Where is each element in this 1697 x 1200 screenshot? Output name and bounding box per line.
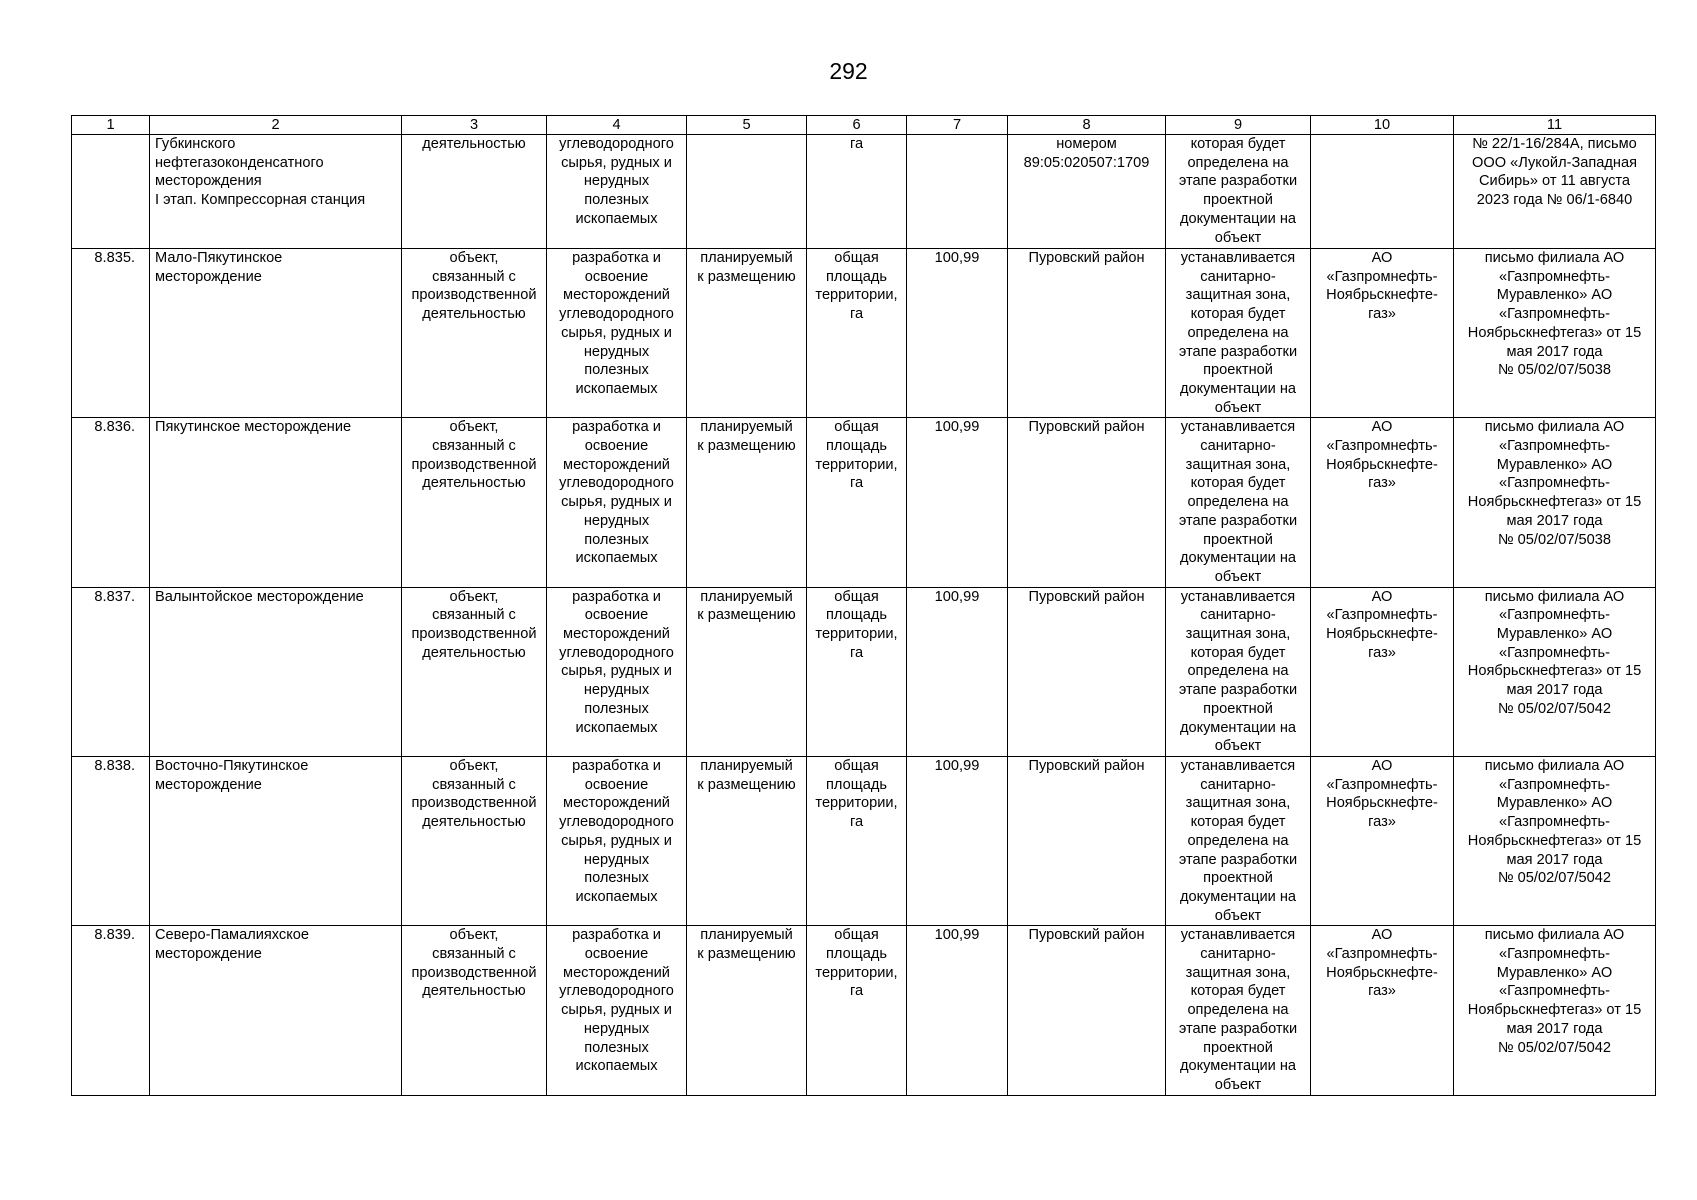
- source-document-cell: письмо филиала АО «Газпромнефть- Муравленко» АО «Газпромнефть- Ноябрьскнефтегаз» от 15 мая 2017 года № 05/02/07/5042: [1454, 756, 1656, 925]
- object-name-cell: Северо-Памалияхское месторождение: [150, 926, 402, 1095]
- characteristic-cell: общая площадь территории, га: [807, 249, 907, 418]
- organization-cell: [1311, 135, 1454, 249]
- protection-zone-cell: устанавливается санитарно- защитная зона, которая будет определена на этапе разработки проектной документации на объект: [1166, 587, 1311, 756]
- purpose-cell: разработка и освоение месторождений углеводородного сырья, рудных и нерудных полезных ископаемых: [547, 249, 687, 418]
- object-type-cell: объект, связанный с производственной деятельностью: [402, 756, 547, 925]
- status-cell: планируемый к размещению: [687, 926, 807, 1095]
- column-header: 3: [402, 116, 547, 135]
- table-row: [72, 926, 1656, 1095]
- row-number-cell: [72, 135, 150, 249]
- value-cell: 100,99: [907, 756, 1008, 925]
- source-document-cell: письмо филиала АО «Газпромнефть- Муравленко» АО «Газпромнефть- Ноябрьскнефтегаз» от 15 мая 2017 года № 05/02/07/5042: [1454, 587, 1656, 756]
- source-document-cell: письмо филиала АО «Газпромнефть- Муравленко» АО «Газпромнефть- Ноябрьскнефтегаз» от 15 мая 2017 года № 05/02/07/5038: [1454, 249, 1656, 418]
- organization-cell: АО «Газпромнефть- Ноябрьскнефте- газ»: [1311, 756, 1454, 925]
- source-document-cell: письмо филиала АО «Газпромнефть- Муравленко» АО «Газпромнефть- Ноябрьскнефтегаз» от 15 мая 2017 года № 05/02/07/5042: [1454, 926, 1656, 1095]
- page-number: 292: [829, 58, 868, 84]
- source-document-cell: № 22/1-16/284А, письмо ООО «Лукойл-Западная Сибирь» от 11 августа 2023 года № 06/1-6840: [1454, 135, 1656, 249]
- object-type-cell: объект, связанный с производственной деятельностью: [402, 926, 547, 1095]
- table-row: [72, 756, 1656, 925]
- value-cell: 100,99: [907, 249, 1008, 418]
- organization-cell: АО «Газпромнефть- Ноябрьскнефте- газ»: [1311, 587, 1454, 756]
- status-cell: планируемый к размещению: [687, 587, 807, 756]
- characteristic-cell: общая площадь территории, га: [807, 587, 907, 756]
- object-type-cell: объект, связанный с производственной деятельностью: [402, 418, 547, 587]
- purpose-cell: разработка и освоение месторождений углеводородного сырья, рудных и нерудных полезных ископаемых: [547, 756, 687, 925]
- organization-cell: АО «Газпромнефть- Ноябрьскнефте- газ»: [1311, 249, 1454, 418]
- table-row: [72, 418, 1656, 587]
- column-header: 8: [1008, 116, 1166, 135]
- object-name-cell: Восточно-Пякутинское месторождение: [150, 756, 402, 925]
- column-header: 1: [72, 116, 150, 135]
- object-name-cell: Валынтойское месторождение: [150, 587, 402, 756]
- characteristic-cell: общая площадь территории, га: [807, 756, 907, 925]
- column-header: 6: [807, 116, 907, 135]
- location-cell: Пуровский район: [1008, 926, 1166, 1095]
- value-cell: 100,99: [907, 926, 1008, 1095]
- column-header: 9: [1166, 116, 1311, 135]
- source-document-cell: письмо филиала АО «Газпромнефть- Муравленко» АО «Газпромнефть- Ноябрьскнефтегаз» от 15 мая 2017 года № 05/02/07/5038: [1454, 418, 1656, 587]
- row-number-cell: 8.835.: [72, 249, 150, 418]
- table-row: [72, 135, 1656, 249]
- purpose-cell: разработка и освоение месторождений углеводородного сырья, рудных и нерудных полезных ископаемых: [547, 418, 687, 587]
- value-cell: 100,99: [907, 418, 1008, 587]
- protection-zone-cell: устанавливается санитарно- защитная зона, которая будет определена на этапе разработки проектной документации на объект: [1166, 249, 1311, 418]
- purpose-cell: разработка и освоение месторождений углеводородного сырья, рудных и нерудных полезных ископаемых: [547, 926, 687, 1095]
- row-number-cell: 8.837.: [72, 587, 150, 756]
- row-number-cell: 8.838.: [72, 756, 150, 925]
- characteristic-cell: общая площадь территории, га: [807, 926, 907, 1095]
- purpose-cell: углеводородного сырья, рудных и нерудных полезных ископаемых: [547, 135, 687, 249]
- characteristic-cell: га: [807, 135, 907, 249]
- location-cell: Пуровский район: [1008, 756, 1166, 925]
- object-type-cell: объект, связанный с производственной деятельностью: [402, 249, 547, 418]
- value-cell: 100,99: [907, 587, 1008, 756]
- location-cell: номером 89:05:020507:1709: [1008, 135, 1166, 249]
- status-cell: планируемый к размещению: [687, 249, 807, 418]
- row-number-cell: 8.839.: [72, 926, 150, 1095]
- column-header: 4: [547, 116, 687, 135]
- value-cell: [907, 135, 1008, 249]
- characteristic-cell: общая площадь территории, га: [807, 418, 907, 587]
- status-cell: планируемый к размещению: [687, 756, 807, 925]
- protection-zone-cell: которая будет определена на этапе разработки проектной документации на объект: [1166, 135, 1311, 249]
- object-name-cell: Мало-Пякутинское месторождение: [150, 249, 402, 418]
- protection-zone-cell: устанавливается санитарно- защитная зона, которая будет определена на этапе разработки проектной документации на объект: [1166, 926, 1311, 1095]
- location-cell: Пуровский район: [1008, 587, 1166, 756]
- location-cell: Пуровский район: [1008, 249, 1166, 418]
- status-cell: планируемый к размещению: [687, 418, 807, 587]
- table-row: [72, 587, 1656, 756]
- status-cell: [687, 135, 807, 249]
- object-type-cell: объект, связанный с производственной деятельностью: [402, 587, 547, 756]
- column-header: 2: [150, 116, 402, 135]
- object-name-cell: Губкинского нефтегазоконденсатного месторождения I этап. Компрессорная станция: [150, 135, 402, 249]
- organization-cell: АО «Газпромнефть- Ноябрьскнефте- газ»: [1311, 418, 1454, 587]
- protection-zone-cell: устанавливается санитарно- защитная зона, которая будет определена на этапе разработки проектной документации на объект: [1166, 418, 1311, 587]
- registry-table: [71, 115, 1656, 1096]
- column-header: 11: [1454, 116, 1656, 135]
- object-type-cell: деятельностью: [402, 135, 547, 249]
- object-name-cell: Пякутинское месторождение: [150, 418, 402, 587]
- protection-zone-cell: устанавливается санитарно- защитная зона, которая будет определена на этапе разработки проектной документации на объект: [1166, 756, 1311, 925]
- column-header: 10: [1311, 116, 1454, 135]
- row-number-cell: 8.836.: [72, 418, 150, 587]
- column-header: 7: [907, 116, 1008, 135]
- purpose-cell: разработка и освоение месторождений углеводородного сырья, рудных и нерудных полезных ископаемых: [547, 587, 687, 756]
- organization-cell: АО «Газпромнефть- Ноябрьскнефте- газ»: [1311, 926, 1454, 1095]
- column-header: 5: [687, 116, 807, 135]
- location-cell: Пуровский район: [1008, 418, 1166, 587]
- column-number-row: [72, 116, 1656, 135]
- table-row: [72, 249, 1656, 418]
